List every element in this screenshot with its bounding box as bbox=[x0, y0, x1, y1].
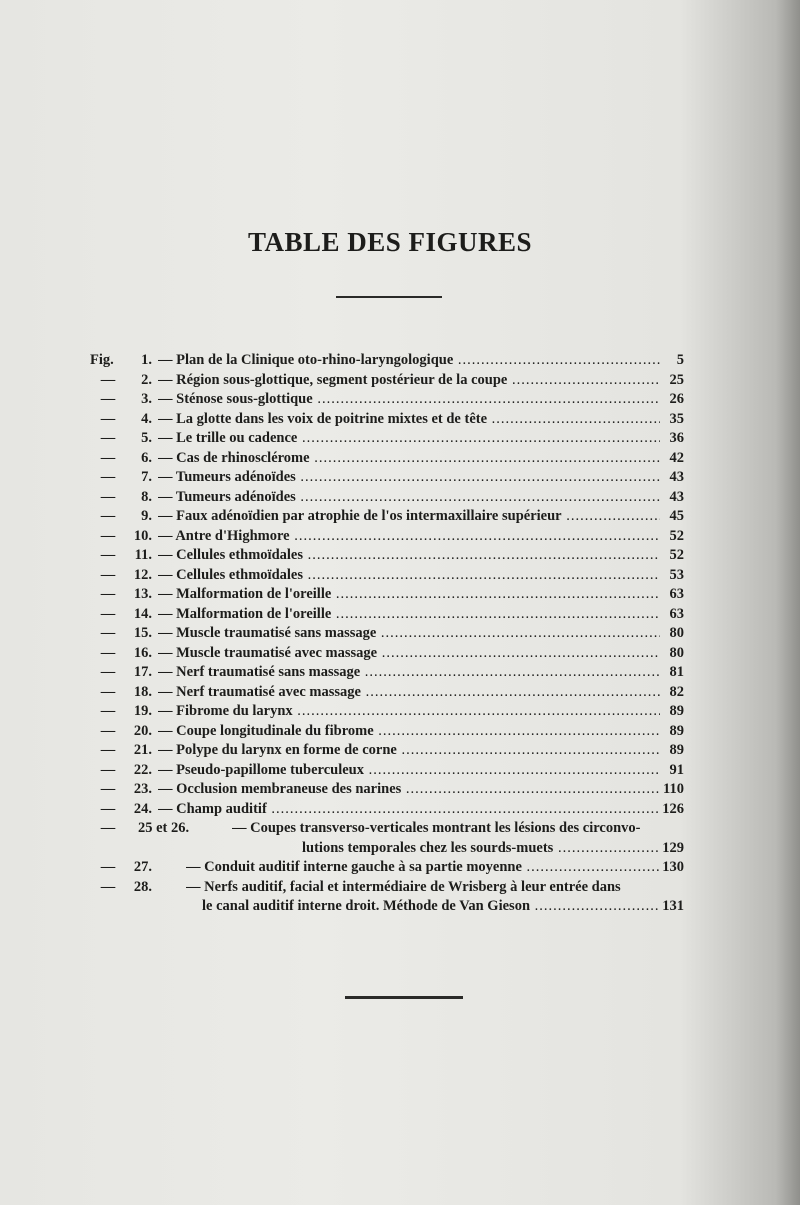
list-item bbox=[0, 586, 800, 606]
dash-mark: — bbox=[100, 371, 116, 388]
page-number: 110 bbox=[663, 781, 684, 797]
dash-mark: — bbox=[100, 878, 116, 895]
dash-mark: — bbox=[100, 820, 116, 836]
page-title: TABLE DES FIGURES bbox=[247, 227, 533, 257]
figure-title: — Champ auditif bbox=[158, 800, 267, 817]
figure-title: — Malformation de l'oreille bbox=[158, 605, 332, 622]
figure-title: — Occlusion membraneuse des narines bbox=[158, 781, 402, 797]
figure-number: 21. bbox=[133, 742, 152, 758]
figure-number: 2. bbox=[141, 371, 152, 388]
list-item bbox=[0, 859, 800, 879]
figure-number: 13. bbox=[133, 586, 152, 602]
dash-mark: — bbox=[100, 800, 116, 817]
figure-number: 20. bbox=[133, 722, 152, 739]
list-item bbox=[0, 762, 800, 782]
figure-number: 15. bbox=[133, 625, 152, 641]
list-item bbox=[0, 781, 800, 801]
page-number: 25 bbox=[669, 371, 684, 388]
figure-number: 1. bbox=[141, 352, 152, 368]
list-item bbox=[0, 528, 800, 548]
list-item bbox=[0, 508, 800, 528]
dash-mark: — bbox=[100, 781, 116, 797]
figure-number: 6. bbox=[141, 449, 152, 466]
dash-mark: — bbox=[100, 469, 116, 485]
list-item bbox=[0, 411, 800, 431]
list-item bbox=[0, 450, 800, 470]
figure-title: — Cellules ethmoïdales bbox=[158, 547, 303, 563]
page-number: 63 bbox=[669, 605, 684, 622]
figure-title-continued: lutions temporales chez les sourds-muets bbox=[302, 839, 554, 856]
list-item bbox=[0, 801, 800, 821]
dash-mark: — bbox=[100, 664, 116, 680]
page-number: 35 bbox=[669, 410, 684, 427]
dash-mark: — bbox=[100, 449, 116, 466]
figure-title: — Nerf traumatisé avec massage bbox=[158, 683, 361, 700]
figure-number: 19. bbox=[133, 703, 152, 719]
dash-mark: — bbox=[100, 644, 116, 661]
figure-number: 9. bbox=[141, 508, 152, 524]
page-number: 26 bbox=[669, 391, 684, 407]
page-number: 129 bbox=[662, 839, 684, 856]
page-number: 89 bbox=[669, 703, 684, 719]
figure-title: — Plan de la Clinique oto-rhino-laryngologique bbox=[158, 352, 454, 368]
dash-mark: — bbox=[100, 761, 116, 778]
list-item bbox=[0, 723, 800, 743]
figure-number: 24. bbox=[133, 800, 152, 817]
figure-title: — Le trille ou cadence bbox=[158, 430, 298, 446]
list-item bbox=[0, 372, 800, 392]
figure-title: — Cas de rhinosclérome bbox=[158, 449, 310, 466]
figure-number: 17. bbox=[133, 664, 152, 680]
list-item bbox=[0, 547, 800, 567]
figure-number: 28. bbox=[133, 878, 152, 895]
page-number: 131 bbox=[662, 898, 684, 914]
figure-title: — Sténose sous-glottique bbox=[158, 391, 313, 407]
page-number: 5 bbox=[676, 352, 684, 368]
figure-title: — Nerf traumatisé sans massage bbox=[158, 664, 361, 680]
dash-mark: — bbox=[100, 742, 116, 758]
list-item bbox=[0, 703, 800, 723]
dash-mark: — bbox=[100, 410, 116, 427]
list-item bbox=[0, 645, 800, 665]
figure-title-continued: le canal auditif interne droit. Méthode de Van Gieson bbox=[202, 898, 531, 914]
page-number: 89 bbox=[669, 742, 684, 758]
dash-mark: — bbox=[100, 722, 116, 739]
list-item bbox=[0, 742, 800, 762]
dash-mark: — bbox=[100, 703, 116, 719]
page-number: 53 bbox=[669, 566, 684, 583]
figure-title: — Antre d'Highmore bbox=[158, 527, 290, 544]
dash-mark: — bbox=[100, 566, 116, 583]
figure-title: — Malformation de l'oreille bbox=[158, 586, 332, 602]
figure-number: 18. bbox=[133, 683, 152, 700]
figure-number: 3. bbox=[141, 391, 152, 407]
page-number: 81 bbox=[669, 664, 684, 680]
list-item bbox=[0, 879, 800, 899]
figure-number: 8. bbox=[141, 488, 152, 505]
figure-title: — Faux adénoïdien par atrophie de l'os intermaxillaire supérieur bbox=[158, 508, 562, 524]
dash-mark: — bbox=[100, 527, 116, 544]
figure-title: — Conduit auditif interne gauche à sa partie moyenne bbox=[186, 859, 522, 875]
figure-title: — La glotte dans les voix de poitrine mixtes et de tête bbox=[158, 410, 488, 427]
page-number: 52 bbox=[669, 547, 684, 563]
figure-number: 10. bbox=[133, 527, 152, 544]
page-number: 82 bbox=[669, 683, 684, 700]
page-number: 36 bbox=[669, 430, 684, 446]
page-number: 80 bbox=[669, 644, 684, 661]
list-item bbox=[0, 352, 800, 372]
page-number: 91 bbox=[669, 761, 684, 778]
list-item bbox=[0, 625, 800, 645]
list-item bbox=[0, 684, 800, 704]
figure-number: 27. bbox=[133, 859, 152, 875]
top-divider bbox=[336, 296, 442, 298]
figure-title: — Région sous-glottique, segment postérieur de la coupe bbox=[158, 371, 508, 388]
figure-number: 4. bbox=[141, 410, 152, 427]
page-number: 45 bbox=[669, 508, 684, 524]
page-number: 63 bbox=[669, 586, 684, 602]
figure-title: — Nerfs auditif, facial et intermédiaire de Wrisberg à leur entrée dans bbox=[186, 878, 621, 895]
figure-title: — Coupes transverso-verticales montrant les lésions des circonvo- bbox=[232, 820, 641, 836]
list-item-continuation bbox=[0, 898, 800, 918]
figure-number: 12. bbox=[133, 566, 152, 583]
figure-title: — Muscle traumatisé avec massage bbox=[158, 644, 378, 661]
page-number: 89 bbox=[669, 722, 684, 739]
list-item bbox=[0, 664, 800, 684]
fig-label: Fig. bbox=[90, 352, 114, 368]
figure-title: — Pseudo-papillome tuberculeux bbox=[158, 761, 364, 778]
dash-mark: — bbox=[100, 391, 116, 407]
dash-mark: — bbox=[100, 488, 116, 505]
figure-number: 22. bbox=[133, 761, 152, 778]
list-item bbox=[0, 489, 800, 509]
dash-mark: — bbox=[100, 625, 116, 641]
figure-number: 25 et 26. bbox=[138, 820, 190, 836]
figure-list bbox=[0, 352, 800, 918]
list-item bbox=[0, 430, 800, 450]
dash-mark: — bbox=[100, 586, 116, 602]
figure-number: 14. bbox=[133, 605, 152, 622]
page-number: 43 bbox=[669, 469, 684, 485]
figure-title: — Tumeurs adénoïdes bbox=[158, 469, 296, 485]
dash-mark: — bbox=[100, 683, 116, 700]
dash-mark: — bbox=[100, 430, 116, 446]
list-item bbox=[0, 606, 800, 626]
dash-mark: — bbox=[100, 547, 116, 563]
list-item-continuation bbox=[0, 840, 800, 860]
figure-number: 7. bbox=[141, 469, 152, 485]
list-item bbox=[0, 469, 800, 489]
page-number: 130 bbox=[662, 859, 684, 875]
figure-number: 23. bbox=[133, 781, 152, 797]
figure-title: — Muscle traumatisé sans massage bbox=[158, 625, 377, 641]
page-number: 43 bbox=[669, 488, 684, 505]
list-item bbox=[0, 391, 800, 411]
figure-number: 16. bbox=[133, 644, 152, 661]
dash-mark: — bbox=[100, 605, 116, 622]
page-number: 42 bbox=[669, 449, 684, 466]
dash-mark: — bbox=[100, 508, 116, 524]
list-item bbox=[0, 820, 800, 840]
figure-number: 5. bbox=[141, 430, 152, 446]
figure-title: — Coupe longitudinale du fibrome bbox=[158, 722, 374, 739]
figure-title: — Polype du larynx en forme de corne bbox=[158, 742, 397, 758]
dash-mark: — bbox=[100, 859, 116, 875]
figure-title: — Fibrome du larynx bbox=[158, 703, 293, 719]
figure-title: — Tumeurs adénoïdes bbox=[158, 488, 296, 505]
figure-title: — Cellules ethmoïdales bbox=[158, 566, 303, 583]
page-number: 80 bbox=[669, 625, 684, 641]
figure-number: 11. bbox=[134, 547, 152, 563]
page-number: 52 bbox=[669, 527, 684, 544]
bottom-divider bbox=[345, 996, 463, 999]
list-item bbox=[0, 567, 800, 587]
page-number: 126 bbox=[662, 800, 684, 817]
